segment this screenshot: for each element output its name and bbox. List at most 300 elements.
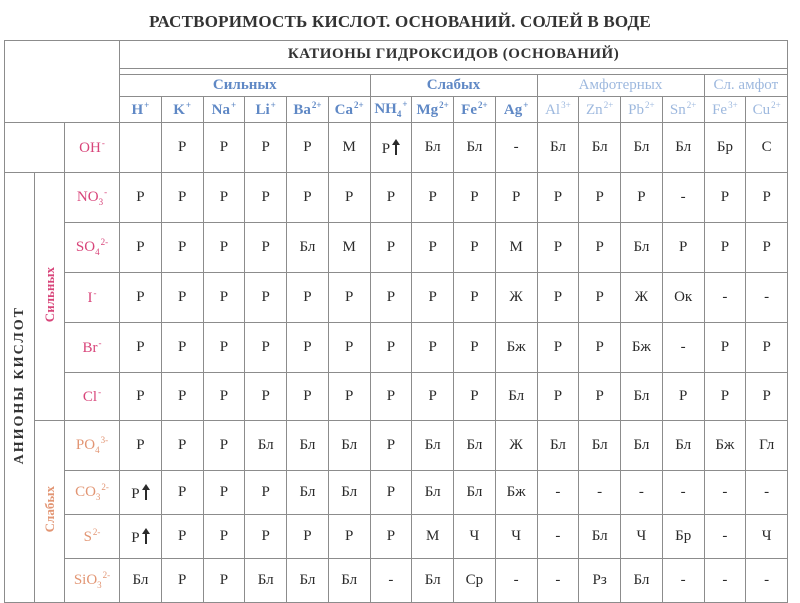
table-cell [245, 273, 287, 323]
table-cell [662, 421, 704, 471]
cell-value: Р [261, 139, 270, 155]
formula-base: K [173, 102, 185, 118]
group-strong-bases: Сильных [120, 75, 371, 97]
cell-value: Ж [509, 437, 523, 453]
table-cell [746, 373, 788, 421]
cell-value: Р [595, 388, 604, 404]
table-row [5, 559, 788, 603]
cell-value: Бж [715, 437, 735, 453]
cell-value: Р [428, 388, 437, 404]
cell-value: Р [136, 437, 145, 453]
formula-charge: 2+ [439, 100, 449, 110]
table-cell [746, 515, 788, 559]
cell-value: Бл [466, 139, 483, 155]
table-cell [704, 421, 746, 471]
cell-value: Бл [633, 388, 650, 404]
cell-value: - [764, 289, 770, 305]
table-cell [161, 223, 203, 273]
table-cell [662, 223, 704, 273]
table-cell [704, 373, 746, 421]
cell-value: Р [595, 339, 604, 355]
cell-value: Р [553, 388, 563, 404]
formula-charge: - [98, 387, 102, 397]
formula-base: S [83, 529, 92, 545]
table-cell [579, 323, 621, 373]
formula-base: Al [545, 102, 561, 118]
cell-value: Р [428, 339, 437, 355]
cell-value: Бл [299, 239, 316, 255]
cell-value: Р [428, 239, 437, 255]
cell-value: Бл [257, 572, 274, 588]
formula-base: Ag [503, 102, 523, 118]
cell-value: С [761, 139, 772, 155]
anions-caption-cell [5, 173, 35, 603]
formula-base: Cl [82, 389, 98, 405]
cell-value: Ок [674, 289, 693, 305]
cell-value: Р [303, 189, 312, 205]
cell-value: - [555, 484, 561, 500]
cell-value: Р [720, 388, 730, 404]
anion-label [65, 471, 120, 515]
cation-header-11 [537, 97, 579, 123]
table-cell [746, 123, 788, 173]
table-cell [245, 173, 287, 223]
table-cell [328, 273, 370, 323]
group-weak-bases: Слабых [370, 75, 537, 97]
table-cell [746, 273, 788, 323]
table-cell [537, 323, 579, 373]
table-cell [328, 323, 370, 373]
table-cell [328, 421, 370, 471]
anion-spacer [5, 123, 65, 173]
table-cell [287, 515, 329, 559]
cell-value: Р [386, 528, 396, 544]
cell-value: Р [428, 289, 437, 305]
cell-value: - [513, 139, 519, 155]
cell-value: Р [386, 189, 396, 205]
table-cell [287, 273, 329, 323]
cell-value: Р [303, 289, 312, 305]
table-cell [120, 223, 162, 273]
table-cell [537, 123, 579, 173]
table-cell [621, 559, 663, 603]
cell-value: - [680, 339, 686, 355]
cell-value: - [513, 572, 519, 588]
cell-value: - [722, 289, 728, 305]
cell-value: Р [261, 388, 270, 404]
table-cell [245, 515, 287, 559]
cell-value: Бл [424, 139, 441, 155]
table-cell [287, 223, 329, 273]
table-row [5, 373, 788, 421]
cell-value: Бл [591, 437, 608, 453]
cell-value: Р [177, 189, 187, 205]
anion-label [65, 173, 120, 223]
table-cell [412, 323, 454, 373]
table-cell [537, 273, 579, 323]
cell-value: Бл [675, 437, 692, 453]
table-cell [621, 515, 663, 559]
cell-value: Р [511, 189, 521, 205]
formula-base: Cu [752, 102, 771, 118]
cell-value: Ч [761, 528, 772, 544]
formula-charge: - [104, 187, 108, 197]
formula-charge: 2+ [645, 100, 655, 110]
cell-value: - [638, 484, 644, 500]
table-cell [537, 223, 579, 273]
table-cell [537, 471, 579, 515]
anion-label [65, 515, 120, 559]
cell-value: Р [219, 528, 229, 544]
table-cell [120, 515, 162, 559]
cell-value: Р [553, 289, 563, 305]
cell-value: Ж [509, 289, 523, 305]
table-cell [161, 559, 203, 603]
table-cell [328, 173, 370, 223]
cell-value: Р [261, 189, 270, 205]
cell-value: - [680, 189, 686, 205]
anion-label [65, 559, 120, 603]
table-cell [412, 373, 454, 421]
cell-value: Бл [633, 239, 650, 255]
cell-value: - [680, 484, 686, 500]
formula-charge: 2+ [771, 100, 781, 110]
formula-base: PO [75, 437, 96, 453]
table-cell [370, 559, 412, 603]
cation-header-1 [120, 97, 162, 123]
cell-value: Р [219, 388, 229, 404]
anion-group-weak: Слабых [42, 486, 57, 533]
table-cell [704, 173, 746, 223]
cell-value: Р [303, 528, 312, 544]
cell-value: Бл [466, 484, 483, 500]
cell-value: Бл [591, 139, 608, 155]
cell-value: Р [344, 339, 354, 355]
table-cell [245, 323, 287, 373]
table-cell [161, 373, 203, 421]
cell-value: Р [261, 239, 270, 255]
cell-value: Р [219, 339, 229, 355]
table-cell [203, 471, 245, 515]
formula-charge: 2- [100, 237, 109, 247]
cell-value: Р [261, 289, 270, 305]
anion-label [65, 123, 120, 173]
cell-value: Р [177, 339, 187, 355]
table-cell [161, 173, 203, 223]
cation-header-12 [579, 97, 621, 123]
formula-charge: + [270, 100, 276, 110]
formula-charge: + [185, 100, 192, 110]
cell-value: Р [386, 388, 396, 404]
cell-value: Р [344, 289, 354, 305]
cell-value: Бл [633, 572, 650, 588]
table-cell [537, 559, 579, 603]
table-cell [662, 273, 704, 323]
table-cell [287, 471, 329, 515]
cell-value: Р [762, 239, 771, 255]
cation-header-10 [495, 97, 537, 123]
table-cell [495, 421, 537, 471]
table-cell [454, 273, 496, 323]
cell-value: - [388, 572, 394, 588]
cation-header-13 [621, 97, 663, 123]
formula-charge: + [144, 100, 150, 110]
cell-value: Бр [716, 139, 733, 155]
table-cell [328, 123, 370, 173]
cell-value: Р [303, 388, 312, 404]
cell-value: Р [678, 239, 688, 255]
formula-base: Pb [628, 102, 645, 118]
table-cell [328, 471, 370, 515]
cell-value: Р [720, 239, 730, 255]
table-cell [495, 323, 537, 373]
table-cell [120, 123, 162, 173]
formula-base: Fe [712, 102, 728, 118]
table-cell [328, 223, 370, 273]
table-cell [203, 323, 245, 373]
cell-value: Бж [506, 484, 526, 500]
table-cell [370, 273, 412, 323]
cell-value: - [764, 572, 770, 588]
formula-base: Br [82, 340, 98, 356]
table-cell [245, 223, 287, 273]
formula-charge: + [523, 100, 529, 110]
cell-value: Бл [299, 572, 316, 588]
anion-label [65, 421, 120, 471]
cell-value: Р [344, 388, 354, 404]
table-cell [454, 515, 496, 559]
table-cell [412, 421, 454, 471]
cell-value: Бл [466, 437, 483, 453]
formula-subscript: 4 [95, 247, 100, 257]
table-cell [662, 559, 704, 603]
table-cell [328, 515, 370, 559]
table-cell [579, 559, 621, 603]
cell-value: Р [219, 572, 229, 588]
table-cell [495, 123, 537, 173]
table-cell [161, 471, 203, 515]
cell-value: Р [219, 437, 229, 453]
cell-value: Р [720, 189, 730, 205]
cell-value: - [555, 528, 561, 544]
formula-base: Ba [293, 102, 311, 118]
table-cell [621, 273, 663, 323]
solubility-table [4, 40, 788, 603]
table-cell [203, 123, 245, 173]
table-cell [621, 173, 663, 223]
table-cell [203, 373, 245, 421]
cell-value: Бл [424, 572, 441, 588]
table-cell [537, 373, 579, 421]
cell-value: Р [386, 289, 396, 305]
table-cell [203, 421, 245, 471]
cell-value: - [555, 572, 561, 588]
cell-value: - [722, 484, 728, 500]
table-row [5, 323, 788, 373]
formula-charge: 3+ [561, 100, 571, 110]
table-cell [120, 559, 162, 603]
table-cell [370, 373, 412, 421]
group-weak-amphoteric: Сл. амфот [704, 75, 788, 97]
table-cell [120, 471, 162, 515]
formula-charge: 3+ [728, 100, 738, 110]
table-cell [495, 471, 537, 515]
formula-base: Mg [416, 102, 439, 118]
cation-header-15 [704, 97, 746, 123]
anion-label [65, 323, 120, 373]
table-cell [245, 123, 287, 173]
cell-value: Р [177, 572, 187, 588]
cell-value: Р [136, 388, 145, 404]
anion-label [65, 373, 120, 421]
corner-cell [5, 41, 120, 123]
table-cell [579, 515, 621, 559]
table-row [5, 471, 788, 515]
cell-value: Р [303, 339, 312, 355]
cation-header-14 [662, 97, 704, 123]
table-row [5, 173, 788, 223]
cell-value: Р [177, 388, 187, 404]
table-cell [287, 559, 329, 603]
cell-value: Р [303, 139, 312, 155]
formula-charge: 2+ [311, 100, 322, 110]
cell-value: Р [470, 189, 479, 205]
table-cell [746, 471, 788, 515]
cell-value: Р [177, 289, 187, 305]
cation-header-16 [746, 97, 788, 123]
table-cell [495, 515, 537, 559]
cations-caption: КАТИОНЫ ГИДРОКСИДОВ (ОСНОВАНИЙ) [120, 41, 788, 69]
table-cell [120, 421, 162, 471]
table-cell [370, 173, 412, 223]
table-cell [704, 323, 746, 373]
table-cell [412, 471, 454, 515]
table-cell [621, 373, 663, 421]
table-cell [287, 123, 329, 173]
table-cell [704, 471, 746, 515]
table-cell [161, 273, 203, 323]
table-cell [328, 559, 370, 603]
formula-base: Zn [586, 102, 603, 118]
table-cell [454, 223, 496, 273]
cell-value: Бл [299, 437, 316, 453]
table-row [5, 223, 788, 273]
cell-value: Р [386, 239, 396, 255]
formula-charge: 2- [102, 570, 111, 580]
cell-value: Бл [549, 437, 566, 453]
table-cell [245, 559, 287, 603]
table-cell [495, 173, 537, 223]
table-cell [454, 323, 496, 373]
cell-value: М [425, 528, 440, 544]
formula-base: SiO [73, 572, 98, 588]
table-cell [537, 515, 579, 559]
table-cell [287, 323, 329, 373]
table-cell [454, 471, 496, 515]
formula-subscript: 3 [98, 197, 104, 207]
formula-charge: 2+ [353, 100, 364, 110]
cell-value: Бж [631, 339, 651, 355]
cell-value: Р [219, 239, 229, 255]
cell-value: Р [177, 139, 187, 155]
cell-value: М [509, 239, 523, 255]
table-cell [579, 123, 621, 173]
cell-value: Р [470, 388, 479, 404]
table-cell [704, 273, 746, 323]
cell-value: Р [261, 339, 270, 355]
cell-value: Р [553, 339, 563, 355]
formula-subscript: 4 [95, 445, 100, 455]
cell-value: Р [381, 140, 391, 157]
cell-value: Р [720, 339, 730, 355]
formula-charge: + [230, 100, 237, 110]
cell-value: Р [553, 189, 563, 205]
table-cell [746, 421, 788, 471]
cell-value: Р [386, 339, 396, 355]
cell-value: Р [177, 239, 187, 255]
cell-value: Бл [132, 572, 149, 588]
table-cell [203, 173, 245, 223]
cell-value: Гл [759, 437, 775, 453]
table-cell [662, 123, 704, 173]
cell-value: Р [386, 437, 396, 453]
cell-value: Р [177, 528, 187, 544]
table-cell [287, 373, 329, 421]
table-cell [370, 223, 412, 273]
table-cell [120, 273, 162, 323]
table-cell [454, 373, 496, 421]
table-cell [120, 373, 162, 421]
table-cell [161, 515, 203, 559]
formula-charge: - [101, 138, 105, 148]
table-cell [662, 323, 704, 373]
gas-arrow-icon [392, 139, 400, 155]
cell-value: Р [136, 339, 145, 355]
cell-value: Бл [633, 437, 650, 453]
table-cell [412, 559, 454, 603]
table-cell [495, 373, 537, 421]
formula-base: CO [75, 484, 96, 500]
cation-header-7 [370, 97, 412, 123]
formula-base: Li [255, 102, 270, 118]
cell-value: Бр [675, 528, 692, 544]
cation-header-4 [245, 97, 287, 123]
cell-value: Р [219, 189, 229, 205]
cell-value: Р [762, 339, 771, 355]
cell-value: Р [131, 529, 140, 546]
table-cell [662, 471, 704, 515]
cell-value: Р [344, 528, 354, 544]
table-cell [621, 471, 663, 515]
formula-charge: 2+ [603, 100, 614, 110]
table-cell [454, 559, 496, 603]
cell-value: Бл [299, 484, 316, 500]
table-cell [370, 323, 412, 373]
group-amphoteric: Амфотерных [537, 75, 704, 97]
table-cell [328, 373, 370, 421]
anion-label [65, 273, 120, 323]
cell-value: Р [595, 289, 604, 305]
cell-value: Бл [508, 388, 525, 404]
table-cell [579, 173, 621, 223]
table-cell [746, 559, 788, 603]
table-cell [412, 273, 454, 323]
formula-charge: - [93, 288, 97, 298]
table-cell [495, 559, 537, 603]
table-row [5, 123, 788, 173]
formula-subscript: 3 [97, 580, 102, 590]
gas-arrow-icon [142, 484, 150, 500]
